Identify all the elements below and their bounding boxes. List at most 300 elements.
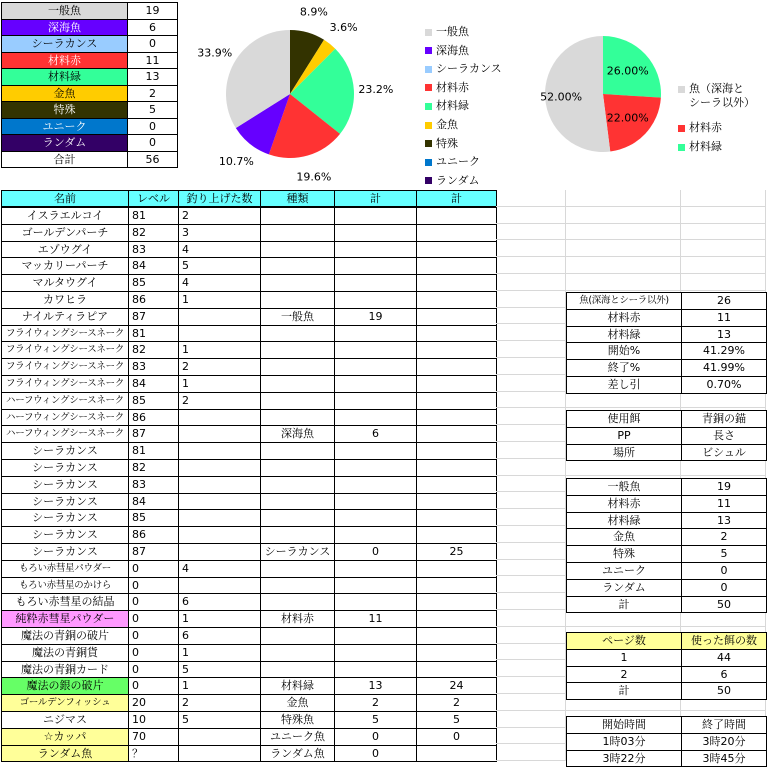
- sum-value: [334, 577, 417, 595]
- fish-type: [260, 325, 335, 343]
- fish-level: 20: [128, 694, 179, 712]
- fish-level: 82: [128, 459, 179, 477]
- fish-level: 83: [128, 476, 179, 494]
- sum-value: [416, 442, 497, 460]
- fish-name: ナイルティラピア: [1, 308, 129, 326]
- fish-level: 85: [128, 274, 179, 292]
- fish-name: フライウィングシースネーク: [1, 375, 129, 393]
- empty-cell: [496, 291, 566, 308]
- empty-cell: [496, 392, 566, 409]
- empty-cell: [496, 543, 566, 560]
- fish-type: 深海魚: [260, 425, 335, 443]
- sum-value: [334, 392, 417, 410]
- empty-cell: [496, 694, 566, 711]
- empty-cell: [681, 207, 766, 224]
- legend-swatch: [425, 47, 432, 54]
- legend-swatch: [425, 29, 432, 36]
- summary-label: ユニーク: [1, 118, 128, 136]
- side-label: 使用餌: [566, 410, 682, 428]
- column-header: 計: [416, 190, 497, 207]
- sum-value: [416, 224, 497, 242]
- legend-label: シーラカンス: [436, 62, 502, 76]
- summary-value: 19: [127, 2, 178, 20]
- fish-level: 0: [128, 661, 179, 679]
- legend-item: [425, 118, 458, 132]
- fish-level: 85: [128, 509, 179, 527]
- fish-name: もろい赤彗星のかけら: [1, 577, 129, 595]
- fish-level: 10: [128, 711, 179, 729]
- catch-count: 6: [178, 627, 261, 645]
- sum-value: [416, 425, 497, 443]
- side-value: 41.99%: [681, 359, 767, 377]
- legend-item: [425, 99, 469, 113]
- fish-name: マルタウグイ: [1, 274, 129, 292]
- side-header: 開始時間: [566, 716, 682, 734]
- side-value: 11: [681, 495, 767, 513]
- pie-slice-label: 19.6%: [296, 170, 332, 184]
- catch-count: 5: [178, 661, 261, 679]
- sum-value: [416, 207, 497, 225]
- fish-type: [260, 392, 335, 410]
- fish-name: ハーフウィングシースネーク: [1, 409, 129, 427]
- fish-level: 0: [128, 644, 179, 662]
- column-header: 釣り上げた数: [178, 190, 261, 207]
- sum-value: [416, 644, 497, 662]
- empty-cell: [496, 274, 566, 291]
- pie-chart-fish-types: [190, 0, 425, 185]
- fish-type: [260, 577, 335, 595]
- sum-value: [416, 358, 497, 376]
- sum-value: 6: [334, 425, 417, 443]
- column-header: 計: [334, 190, 417, 207]
- catch-count: 1: [178, 610, 261, 628]
- fish-type: ランダム魚: [260, 745, 335, 763]
- legend-label: ランダム: [436, 173, 480, 187]
- empty-cell: [496, 459, 566, 476]
- fish-type: [260, 274, 335, 292]
- fish-type: [260, 493, 335, 511]
- legend-swatch: [425, 140, 432, 147]
- catch-count: 1: [178, 644, 261, 662]
- legend-swatch: [425, 66, 432, 73]
- side-value: ビシュル: [681, 444, 767, 462]
- sum-value: [334, 341, 417, 359]
- side-label: 材料緑: [566, 512, 682, 530]
- side-value: 11: [681, 309, 767, 327]
- sum-value: [416, 375, 497, 393]
- sum-value: [416, 274, 497, 292]
- legend-swatch: [425, 103, 432, 110]
- legend-swatch: [678, 125, 685, 132]
- sum-value: [416, 392, 497, 410]
- side-label: 金魚: [566, 528, 682, 546]
- summary-label: 材料赤: [1, 52, 128, 70]
- fish-type: [260, 627, 335, 645]
- fish-name: シーラカンス: [1, 459, 129, 477]
- sum-value: [416, 325, 497, 343]
- pie-slice-label: 8.9%: [299, 5, 328, 19]
- sum-value: [416, 341, 497, 359]
- side-label: 材料緑: [566, 326, 682, 344]
- side-value: 0: [681, 562, 767, 580]
- sum-value: [416, 627, 497, 645]
- fish-name: カワヒラ: [1, 291, 129, 309]
- catch-count: 2: [178, 207, 261, 225]
- empty-cell: [496, 425, 566, 442]
- sum-value: [334, 593, 417, 611]
- side-value: 50: [681, 596, 767, 614]
- fish-type: [260, 442, 335, 460]
- sum-value: 0: [334, 745, 417, 763]
- fish-name: 魔法の青銅カード: [1, 661, 129, 679]
- side-label: 1時03分: [566, 733, 682, 751]
- side-label: PP: [566, 427, 682, 445]
- sum-value: [334, 442, 417, 460]
- summary-value: 6: [127, 19, 178, 37]
- sum-value: [334, 274, 417, 292]
- fish-level: 0: [128, 593, 179, 611]
- fish-type: [260, 560, 335, 578]
- legend-item: [678, 121, 722, 135]
- side-label: 3時22分: [566, 750, 682, 768]
- fish-level: 87: [128, 425, 179, 443]
- fish-type: [260, 375, 335, 393]
- sum-value: [416, 241, 497, 259]
- fish-level: 86: [128, 526, 179, 544]
- side-label: 2: [566, 666, 682, 684]
- fish-name: もろい赤彗星の結晶: [1, 593, 129, 611]
- sum-value: 11: [334, 610, 417, 628]
- side-label: 計: [566, 596, 682, 614]
- fish-name: ☆カッパ: [1, 728, 129, 746]
- sum-value: [416, 593, 497, 611]
- legend-item: [425, 137, 458, 151]
- sum-value: [334, 207, 417, 225]
- empty-cell: [496, 375, 566, 392]
- fish-name: シーラカンス: [1, 509, 129, 527]
- fish-type: [260, 593, 335, 611]
- fish-name: シーラカンス: [1, 493, 129, 511]
- fish-type: 材料赤: [260, 610, 335, 628]
- sum-value: 2: [334, 694, 417, 712]
- catch-count: 5: [178, 257, 261, 275]
- side-label: 一般魚: [566, 478, 682, 496]
- empty-cell: [496, 190, 566, 207]
- sum-value: [416, 409, 497, 427]
- sum-value: [416, 291, 497, 309]
- side-value: 41.29%: [681, 342, 767, 360]
- catch-count: [178, 425, 261, 443]
- summary-label: 特殊: [1, 101, 128, 119]
- fish-name: 魔法の青銅貨: [1, 644, 129, 662]
- fish-type: [260, 224, 335, 242]
- empty-cell: [496, 627, 566, 644]
- legend-swatch: [425, 159, 432, 166]
- side-header: 終了時間: [681, 716, 767, 734]
- sum-value: 24: [416, 677, 497, 695]
- side-label: 1: [566, 649, 682, 667]
- pie-slice-label: 10.7%: [218, 155, 254, 169]
- sum-value: [416, 493, 497, 511]
- summary-label: 深海魚: [1, 19, 128, 37]
- side-value: 0.70%: [681, 376, 767, 394]
- empty-cell: [681, 257, 766, 274]
- fish-level: 81: [128, 207, 179, 225]
- fish-name: 純粋赤彗星パウダー: [1, 610, 129, 628]
- fish-level: 86: [128, 291, 179, 309]
- fish-type: [260, 644, 335, 662]
- legend-label: 金魚: [436, 118, 458, 131]
- fish-type: [260, 509, 335, 527]
- catch-count: [178, 308, 261, 326]
- side-value: 13: [681, 512, 767, 530]
- catch-count: 1: [178, 341, 261, 359]
- fish-level: 85: [128, 392, 179, 410]
- legend-label: 材料赤: [689, 121, 722, 134]
- empty-cell: [566, 207, 681, 224]
- sum-value: [334, 325, 417, 343]
- fish-type: [260, 526, 335, 544]
- sum-value: [416, 308, 497, 326]
- summary-label: シーラカンス: [1, 35, 128, 53]
- fish-type: [260, 207, 335, 225]
- fish-level: ？: [128, 745, 179, 763]
- catch-count: [178, 543, 261, 561]
- empty-cell: [496, 358, 566, 375]
- catch-count: 2: [178, 392, 261, 410]
- legend-label: 材料赤: [436, 80, 469, 94]
- fish-level: 70: [128, 728, 179, 746]
- empty-cell: [496, 207, 566, 224]
- sum-value: [334, 509, 417, 527]
- summary-label: ランダム: [1, 134, 128, 152]
- side-value: 3時20分: [681, 733, 767, 751]
- side-value: 19: [681, 478, 767, 496]
- sum-value: [416, 577, 497, 595]
- column-header: 種類: [260, 190, 335, 207]
- legend-item: [678, 82, 744, 96]
- legend-label: 魚（深海と: [689, 82, 744, 95]
- fish-name: シーラカンス: [1, 543, 129, 561]
- side-label: 終了%: [566, 359, 682, 377]
- legend-label: シーラ以外）: [689, 96, 755, 109]
- summary-value: 11: [127, 52, 178, 70]
- empty-cell: [566, 257, 681, 274]
- empty-cell: [681, 392, 766, 409]
- summary-label: 一般魚: [1, 2, 128, 20]
- fish-type: ユニーク魚: [260, 728, 335, 746]
- catch-count: [178, 442, 261, 460]
- fish-name: シーラカンス: [1, 442, 129, 460]
- side-label: 計: [566, 682, 682, 700]
- legend-item: [425, 81, 469, 95]
- sum-value: [416, 745, 497, 763]
- empty-cell: [681, 224, 766, 241]
- column-header: 名前: [1, 190, 129, 207]
- empty-cell: [496, 509, 566, 526]
- catch-count: [178, 526, 261, 544]
- catch-count: 6: [178, 593, 261, 611]
- fish-type: 材料緑: [260, 677, 335, 695]
- legend-label: 特殊: [436, 136, 458, 150]
- legend-swatch: [678, 144, 685, 151]
- fish-level: 0: [128, 677, 179, 695]
- fish-name: イスラエルコイ: [1, 207, 129, 225]
- fish-type: 特殊魚: [260, 711, 335, 729]
- empty-cell: [566, 240, 681, 257]
- side-label: ランダム: [566, 579, 682, 597]
- fish-level: 84: [128, 493, 179, 511]
- sum-value: [334, 257, 417, 275]
- fish-level: 84: [128, 375, 179, 393]
- side-label: 材料赤: [566, 495, 682, 513]
- side-label: 開始%: [566, 342, 682, 360]
- legend-item: [425, 25, 469, 39]
- legend-swatch: [425, 84, 432, 91]
- empty-cell: [496, 660, 566, 677]
- sum-value: [334, 627, 417, 645]
- sum-value: [334, 560, 417, 578]
- empty-cell: [496, 324, 566, 341]
- sum-value: [334, 644, 417, 662]
- sum-value: [334, 409, 417, 427]
- empty-cell: [496, 728, 566, 745]
- sum-value: 0: [334, 728, 417, 746]
- fish-level: 81: [128, 442, 179, 460]
- catch-count: [178, 493, 261, 511]
- side-value: 3時45分: [681, 750, 767, 768]
- sum-value: [416, 661, 497, 679]
- fish-level: 83: [128, 358, 179, 376]
- empty-cell: [496, 576, 566, 593]
- fish-level: 0: [128, 627, 179, 645]
- fish-name: エゾウグイ: [1, 241, 129, 259]
- fish-level: 84: [128, 257, 179, 275]
- summary-value: 0: [127, 35, 178, 53]
- empty-cell: [496, 224, 566, 241]
- legend-label: 深海魚: [436, 43, 469, 57]
- catch-count: 1: [178, 291, 261, 309]
- sum-value: [334, 526, 417, 544]
- empty-cell: [496, 442, 566, 459]
- fish-name: ニジマス: [1, 711, 129, 729]
- fish-name: ハーフウィングシースネーク: [1, 425, 129, 443]
- side-label: 特殊: [566, 545, 682, 563]
- empty-cell: [496, 711, 566, 728]
- catch-count: 1: [178, 677, 261, 695]
- summary-value: 56: [127, 151, 178, 169]
- sum-value: 5: [334, 711, 417, 729]
- catch-count: 4: [178, 274, 261, 292]
- fish-level: 0: [128, 610, 179, 628]
- sum-value: [416, 257, 497, 275]
- side-value: 13: [681, 326, 767, 344]
- empty-cell: [496, 560, 566, 577]
- sum-value: [416, 610, 497, 628]
- side-value: 50: [681, 682, 767, 700]
- pie-slice-label: 22.00%: [606, 111, 649, 125]
- side-label: 材料赤: [566, 309, 682, 327]
- empty-cell: [496, 492, 566, 509]
- catch-count: [178, 745, 261, 763]
- fish-type: [260, 358, 335, 376]
- legend-label: 一般魚: [436, 25, 469, 38]
- empty-cell: [496, 644, 566, 661]
- fish-type: [260, 241, 335, 259]
- legend-label: 材料緑: [689, 140, 722, 153]
- fish-level: 86: [128, 409, 179, 427]
- empty-cell: [496, 744, 566, 761]
- empty-cell: [496, 610, 566, 627]
- fish-type: [260, 409, 335, 427]
- summary-value: 5: [127, 101, 178, 119]
- pie-slice-label: 33.9%: [197, 46, 233, 60]
- sum-value: [334, 476, 417, 494]
- side-value: 長さ: [681, 427, 767, 445]
- catch-count: [178, 476, 261, 494]
- fish-level: 81: [128, 325, 179, 343]
- side-label: 差し引: [566, 376, 682, 394]
- fish-type: [260, 291, 335, 309]
- fish-level: 87: [128, 543, 179, 561]
- legend-item: [425, 174, 480, 188]
- empty-cell: [496, 240, 566, 257]
- legend-label: 材料緑: [436, 99, 469, 113]
- legend-item: [425, 44, 469, 58]
- pie-slice-label: 3.6%: [329, 20, 358, 34]
- fish-name: ランダム魚: [1, 745, 129, 763]
- legend-swatch: [678, 86, 685, 93]
- summary-label: 合計: [1, 151, 128, 169]
- empty-cell: [566, 274, 681, 291]
- side-header: 使った餌の数: [681, 632, 767, 650]
- side-label: 魚(深海とシーラ以外): [566, 292, 682, 310]
- pie-slice-label: 23.2%: [358, 83, 394, 97]
- empty-cell: [496, 341, 566, 358]
- sum-value: [334, 241, 417, 259]
- fish-name: マッカリーパーチ: [1, 257, 129, 275]
- sum-value: [334, 375, 417, 393]
- fish-type: [260, 341, 335, 359]
- empty-cell: [496, 308, 566, 325]
- fish-name: ゴールデンパーチ: [1, 224, 129, 242]
- sum-value: 0: [416, 728, 497, 746]
- legend-label: ユニーク: [436, 155, 480, 169]
- legend-item: [678, 140, 722, 154]
- fish-level: 83: [128, 241, 179, 259]
- sum-value: [416, 509, 497, 527]
- fish-level: 87: [128, 308, 179, 326]
- sum-value: 19: [334, 308, 417, 326]
- sum-value: [334, 358, 417, 376]
- sum-value: [416, 476, 497, 494]
- fish-type: [260, 476, 335, 494]
- fish-name: シーラカンス: [1, 476, 129, 494]
- fish-name: ゴールデンフィッシュ: [1, 694, 129, 712]
- fish-type: 一般魚: [260, 308, 335, 326]
- sum-value: [334, 493, 417, 511]
- fish-type: [260, 661, 335, 679]
- catch-count: 4: [178, 241, 261, 259]
- sum-value: [334, 291, 417, 309]
- legend-swatch: [425, 122, 432, 129]
- empty-cell: [566, 190, 681, 207]
- catch-count: [178, 509, 261, 527]
- legend-item: [425, 155, 480, 169]
- sum-value: 25: [416, 543, 497, 561]
- fish-name: シーラカンス: [1, 526, 129, 544]
- fish-type: [260, 257, 335, 275]
